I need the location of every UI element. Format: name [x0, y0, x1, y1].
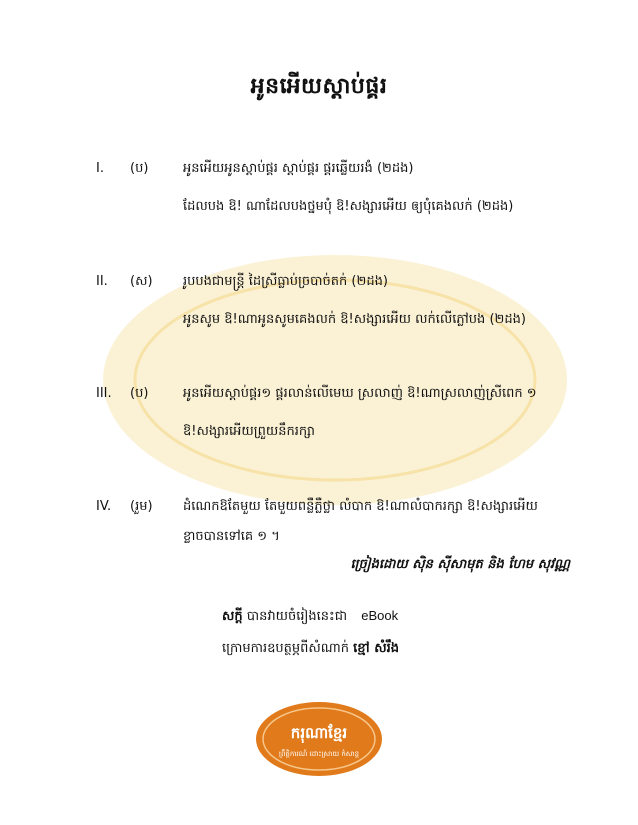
lyric-line: អូនសូម ឱ!ណាអូនសូមគេងលក់ ឱ!សង្សារអើយ លក់លើភ្លៅបង (២ដង): [183, 312, 526, 327]
lyric-line: ដែលបង ឱ! ណាដែលបងថ្នមបុំ ឱ!សង្សារអើយ ឲ្យបុំគេងលក់ (២ដង): [183, 199, 514, 214]
lyric-line: ខ្លាចបានទៅគេ ១ ។: [183, 529, 280, 544]
karuna-khmer-logo: [254, 700, 384, 778]
logo-subtitle: ព្រឹត្តិការណ៍ ដោះស្រាយ កំសាន្ត: [278, 750, 360, 758]
singer-credit: ច្រៀងដោយ ស៊ិន ស៊ីសាមុត និង ហែម សុវណ្ណ: [350, 557, 570, 572]
note-label: សក្តី: [222, 609, 243, 624]
stanza-part: (រួម): [130, 499, 153, 514]
sponsor-note: [222, 640, 399, 659]
lyric-line: អូនអើយអូនស្តាប់ផ្គរ ស្តាប់ផ្គរ ផ្គរឆ្លើយរងំ (២ដង): [183, 161, 414, 176]
lyric-line: ឱ!សង្សារអើយព្រួយនឹករក្សា: [183, 424, 315, 439]
note-ebook: eBook: [361, 608, 399, 623]
logo-title: ករុណាខ្មែរ: [290, 724, 348, 742]
stanza-part: (ស): [130, 274, 153, 289]
lyric-line: រូបបងជាមន្ត្រី ដៃស្រីធ្លាប់ច្របាច់តក់ (២ដង): [183, 274, 388, 289]
stanza-number: I.: [96, 161, 104, 176]
sponsor-text: ក្រោមការឧបត្ថម្ភពីសំណាក់: [222, 641, 350, 656]
note-text: បានវាយចំរៀងនេះជា: [246, 609, 348, 624]
lyric-line: ដំណេកឱតែមួយ តែមួយពន្លឺភ្លឺថ្លា លំបាក ឱ!ណាលំបាករក្សា ឱ!សង្សារអើយ: [183, 499, 538, 514]
stanza-part: (ប): [130, 386, 149, 401]
lyric-line: អូនអើយស្តាប់ផ្គរ១ ផ្គរលាន់លើមេឃ ស្រលាញ់ ឱ!ណាស្រលាញ់ស្រីពេក ១: [183, 386, 537, 401]
ebook-note: [222, 608, 398, 627]
stanza-number: III.: [96, 386, 112, 401]
song-title: អូនអើយស្តាប់ផ្គរ: [250, 74, 388, 99]
stanza-number: IV.: [96, 499, 112, 514]
stanza-part: (ប): [130, 161, 149, 176]
sponsor-name: ខ្មៅ សំរឹង: [353, 641, 399, 656]
stanza-number: II.: [96, 274, 108, 289]
